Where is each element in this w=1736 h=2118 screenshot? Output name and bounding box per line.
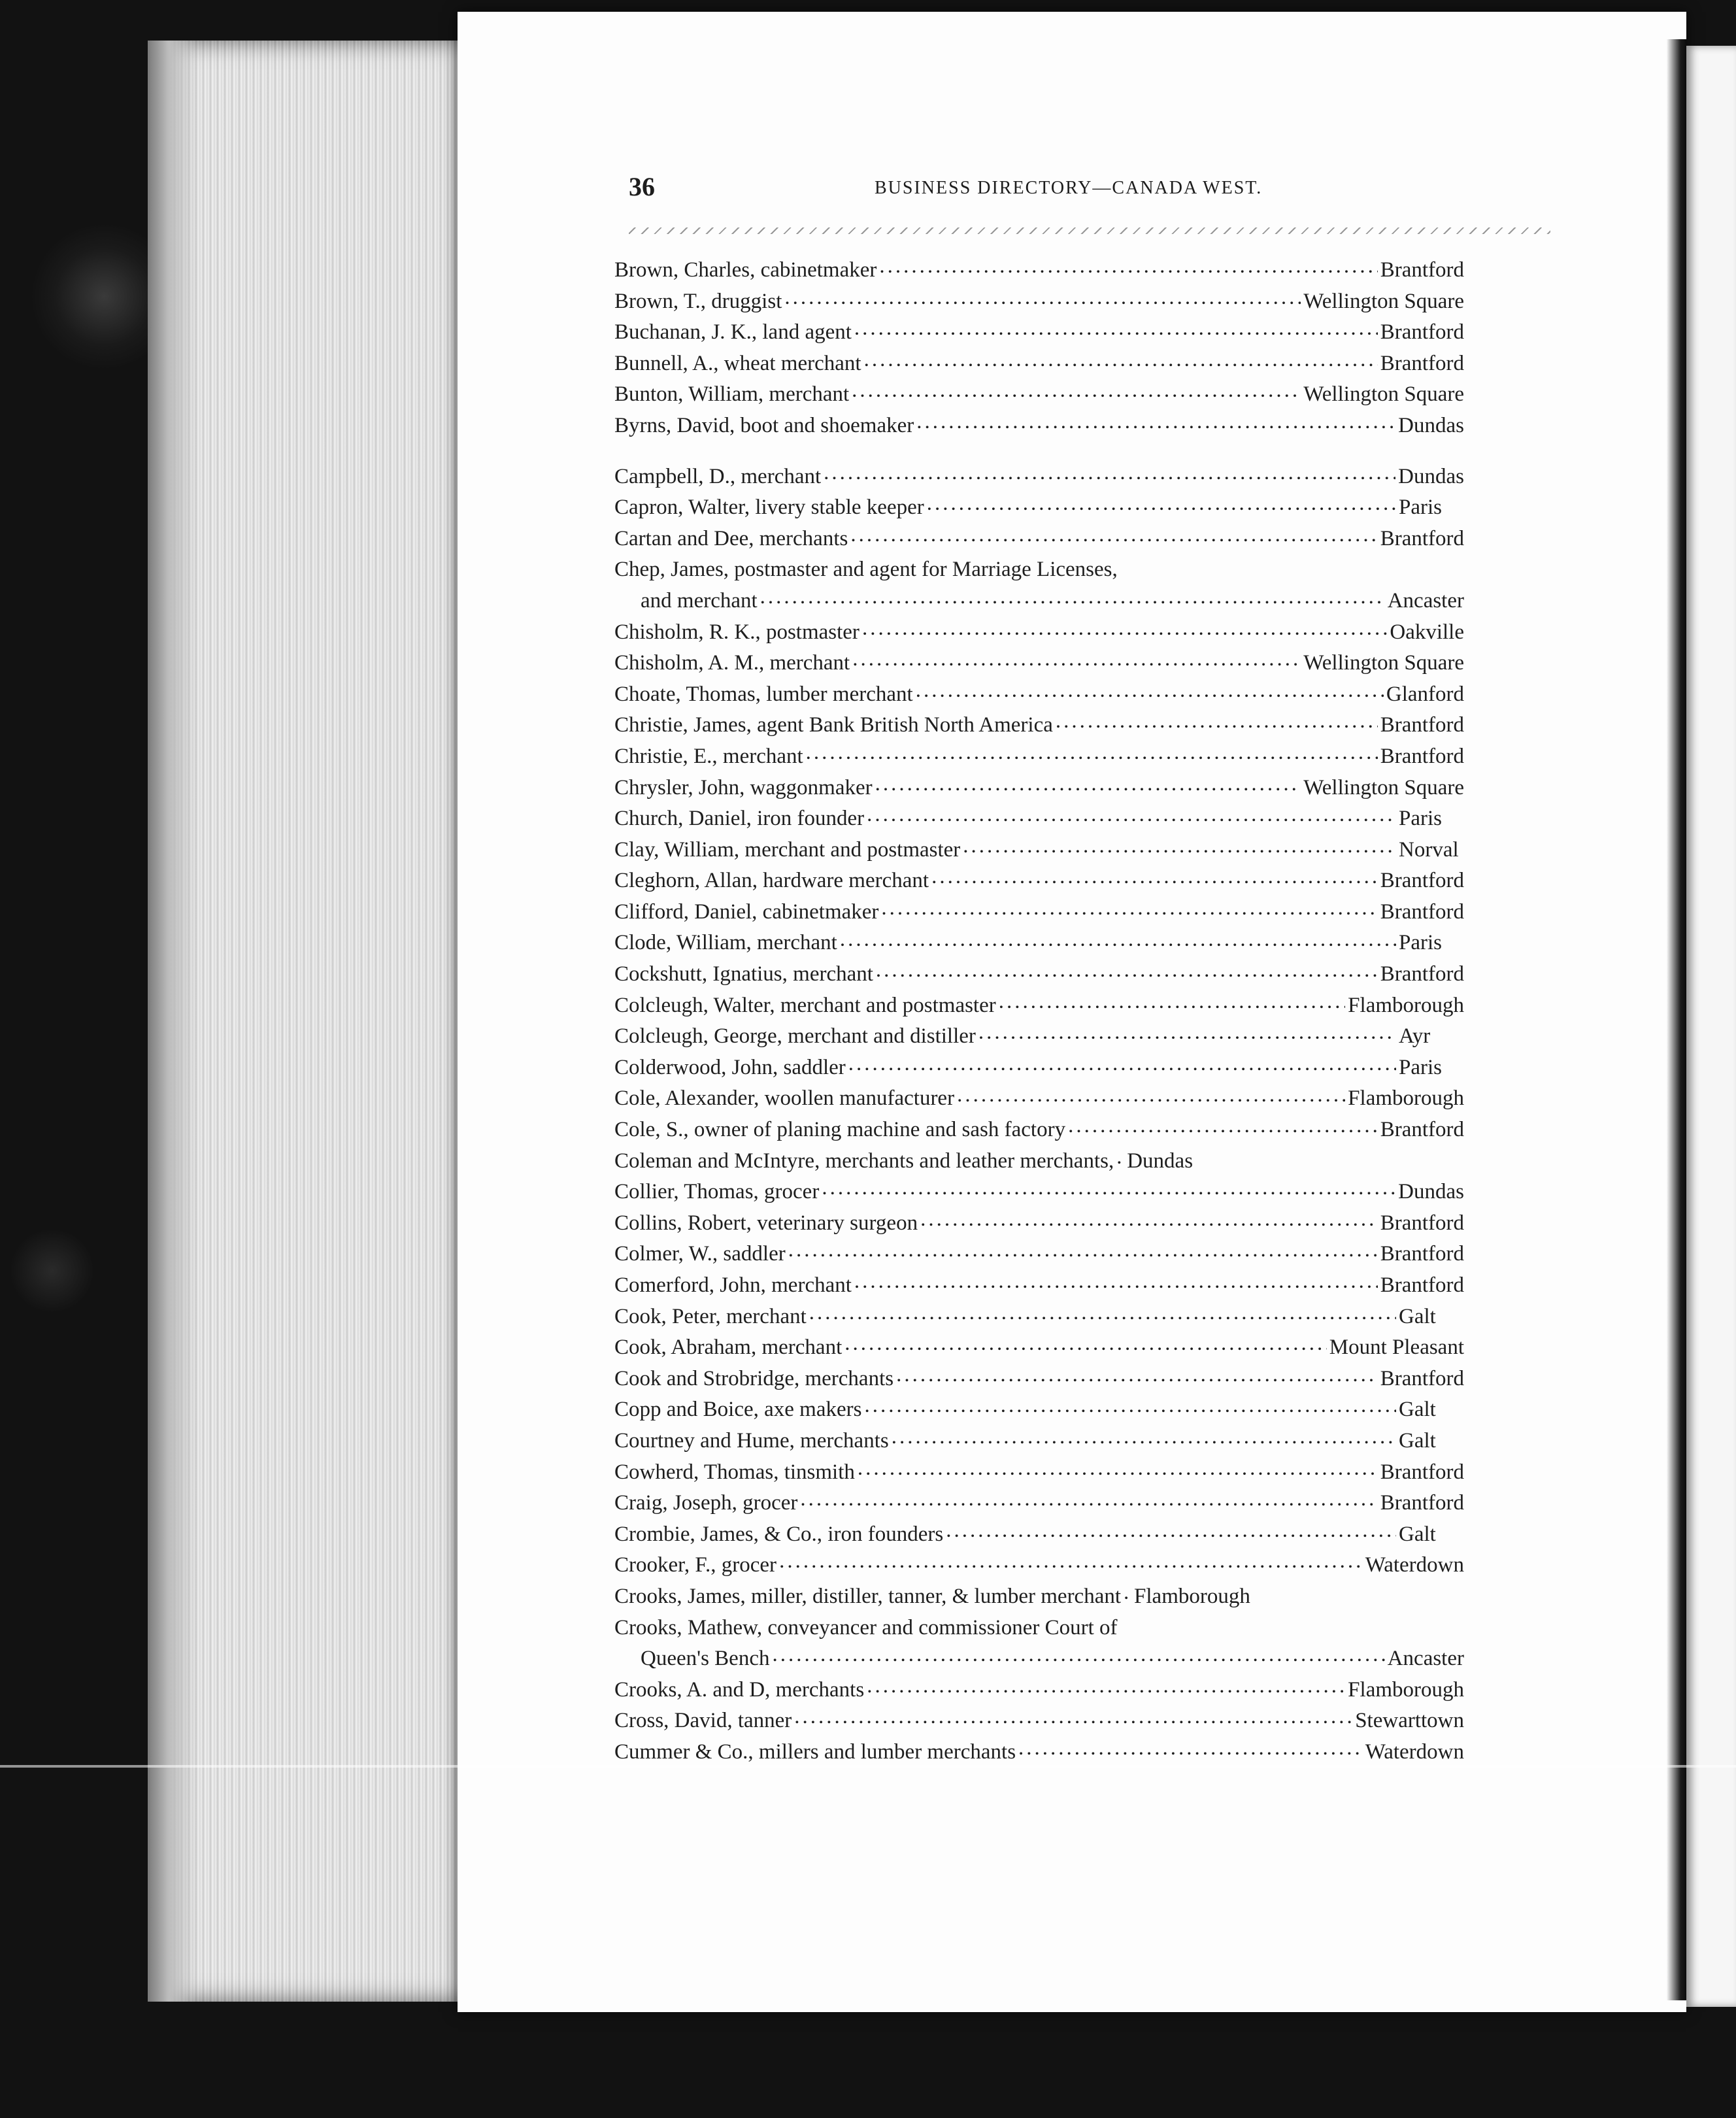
directory-entry <box>614 990 1464 1022</box>
entry-place: Paris <box>1399 496 1442 520</box>
dot-leader <box>1018 1737 1363 1758</box>
entry-name: Bunnell, A., wheat merchant <box>614 351 861 375</box>
dot-leader <box>916 679 1384 701</box>
page-number: 36 <box>629 172 655 201</box>
entry-place: Dundas <box>1398 464 1464 488</box>
directory-entry <box>614 286 1464 318</box>
dot-leader <box>1068 1115 1378 1136</box>
directory-entry <box>614 928 1464 959</box>
entry-name: Comerford, John, merchant <box>614 1273 852 1297</box>
running-head: BUSINESS DIRECTORY—CANADA WEST. <box>875 178 1263 198</box>
entry-place: Brantford <box>1380 1211 1464 1235</box>
entry-place: Waterdown <box>1365 1740 1464 1764</box>
entry-name: Colmer, W., saddler <box>614 1242 786 1266</box>
dot-leader <box>809 1302 1396 1323</box>
directory-entry <box>614 554 1464 586</box>
directory-entry <box>614 1581 1464 1613</box>
dot-leader <box>920 1208 1378 1230</box>
entry-place: Dundas <box>1127 1149 1194 1173</box>
dot-leader <box>881 897 1377 918</box>
directory-entry <box>614 897 1464 928</box>
entry-name: Colderwood, John, saddler <box>614 1055 846 1079</box>
dot-leader <box>772 1643 1384 1665</box>
entry-place: Stewarttown <box>1355 1709 1464 1733</box>
entry-place: Dundas <box>1398 413 1464 437</box>
entry-place: Flamborough <box>1134 1584 1250 1608</box>
book-page-edges <box>148 41 488 2002</box>
dot-leader <box>794 1706 1352 1727</box>
directory-entry <box>614 255 1464 286</box>
dot-leader <box>858 1457 1378 1479</box>
directory-entry <box>614 835 1464 866</box>
entry-place: Brantford <box>1380 899 1464 924</box>
entry-place: Wellington Square <box>1303 775 1464 799</box>
entry-name: Crooks, Mathew, conveyancer and commissioner Court of <box>614 1615 1118 1639</box>
entry-name-continuation: and merchant <box>641 588 758 613</box>
dot-leader <box>1116 1146 1124 1168</box>
directory-entry <box>614 803 1464 835</box>
directory-entry <box>614 317 1464 348</box>
directory-entry <box>614 348 1464 380</box>
dot-leader <box>1124 1581 1131 1603</box>
entry-name: Capron, Walter, livery stable keeper <box>614 496 924 520</box>
directory-entry <box>614 1208 1464 1239</box>
entry-name: Cole, Alexander, woollen manufacturer <box>614 1086 955 1111</box>
directory-entry <box>614 617 1464 648</box>
entry-place: Mount Pleasant <box>1329 1336 1464 1360</box>
entry-name: Choate, Thomas, lumber merchant <box>614 682 913 706</box>
directory-entry <box>614 1675 1464 1706</box>
entry-name: Brown, T., druggist <box>614 289 782 313</box>
dot-leader <box>800 1488 1377 1509</box>
dot-leader <box>978 1021 1396 1043</box>
entry-name: Cummer & Co., millers and lumber merchants <box>614 1740 1016 1764</box>
dot-leader <box>852 648 1301 669</box>
directory-entry <box>614 1083 1464 1115</box>
dot-leader <box>806 741 1378 763</box>
entry-place: Flamborough <box>1348 1677 1464 1702</box>
directory-entry <box>614 1364 1464 1395</box>
dot-leader <box>864 348 1378 370</box>
directory-entry <box>614 959 1464 990</box>
entry-name: Collier, Thomas, grocer <box>614 1180 820 1204</box>
dot-leader <box>927 492 1396 514</box>
entry-name: Crooks, A. and D, merchants <box>614 1677 865 1702</box>
directory-list <box>614 255 1529 1768</box>
entry-place: Paris <box>1399 807 1442 831</box>
entry-place: Paris <box>1399 1055 1442 1079</box>
dot-leader <box>844 1332 1327 1354</box>
directory-entry <box>614 1146 1464 1177</box>
entry-place: Glanford <box>1386 682 1464 706</box>
directory-entry <box>614 679 1464 711</box>
entry-place: Brantford <box>1380 713 1464 737</box>
entry-place: Waterdown <box>1365 1553 1464 1577</box>
entry-name: Crooker, F., grocer <box>614 1553 777 1577</box>
directory-entry <box>614 1457 1464 1488</box>
directory-entry <box>614 1706 1464 1737</box>
entry-name: Church, Daniel, iron founder <box>614 807 865 831</box>
dot-leader <box>892 1426 1396 1447</box>
entry-name: Cook, Peter, merchant <box>614 1304 807 1328</box>
page-header <box>629 171 1315 210</box>
dot-leader <box>867 1675 1345 1696</box>
entry-place: Brantford <box>1380 320 1464 345</box>
directory-entry <box>614 1239 1464 1270</box>
entry-name: Craig, Joseph, grocer <box>614 1491 798 1515</box>
directory-entry <box>614 773 1464 804</box>
dot-leader <box>862 617 1387 639</box>
entry-place: Brantford <box>1380 351 1464 375</box>
dot-leader <box>852 379 1301 401</box>
directory-entry <box>614 1488 1464 1519</box>
facing-page-edge <box>1686 46 1736 2007</box>
entry-place: Galt <box>1399 1522 1436 1546</box>
entry-name: Coleman and McIntyre, merchants and leather merchants, <box>614 1149 1114 1173</box>
entry-place: Brantford <box>1380 526 1464 550</box>
dot-leader <box>824 462 1395 483</box>
directory-entry <box>614 741 1464 773</box>
dot-leader <box>875 773 1301 794</box>
directory-entry <box>614 1332 1464 1364</box>
entry-name: Cook and Strobridge, merchants <box>614 1366 894 1390</box>
entry-name: Chrysler, John, waggonmaker <box>614 775 873 799</box>
entry-name: Brown, Charles, cabinetmaker <box>614 258 877 282</box>
entry-name: Bunton, William, merchant <box>614 382 850 407</box>
entry-name: Christie, James, agent Bank British North America <box>614 713 1053 737</box>
directory-entry <box>614 648 1464 679</box>
entry-place: Brantford <box>1380 1118 1464 1142</box>
directory-entry <box>614 1021 1464 1052</box>
entry-name: Copp and Boice, axe makers <box>614 1398 862 1422</box>
dot-leader <box>963 835 1396 856</box>
entry-place: Flamborough <box>1348 993 1464 1017</box>
directory-entry <box>614 1177 1464 1208</box>
directory-entry <box>614 1394 1464 1426</box>
entry-place: Wellington Square <box>1303 651 1464 675</box>
entry-place: Norval <box>1399 837 1459 862</box>
directory-entry <box>614 1270 1464 1302</box>
directory-entry <box>614 492 1464 524</box>
entry-name: Clode, William, merchant <box>614 931 837 955</box>
entry-place: Brantford <box>1380 962 1464 986</box>
entry-name: Cartan and Dee, merchants <box>614 526 848 550</box>
dot-leader <box>896 1364 1378 1385</box>
dot-leader <box>854 1270 1378 1292</box>
entry-name: Christie, E., merchant <box>614 744 803 768</box>
entry-name: Cleghorn, Allan, hardware merchant <box>614 869 929 893</box>
page-gutter-shadow <box>1667 39 1686 2000</box>
directory-entry <box>614 710 1464 741</box>
entry-place: Galt <box>1399 1304 1436 1328</box>
directory-entry <box>614 1052 1464 1084</box>
directory-entry <box>614 462 1464 493</box>
entry-name: Colcleugh, George, merchant and distiller <box>614 1024 976 1049</box>
directory-entry <box>614 1550 1464 1581</box>
entry-place: Brantford <box>1380 869 1464 893</box>
entry-name: Chep, James, postmaster and agent for Marriage Licenses, <box>614 558 1118 582</box>
entry-place: Brantford <box>1380 744 1464 768</box>
dot-leader <box>822 1177 1395 1198</box>
dot-leader <box>931 866 1378 887</box>
entry-name: Crombie, James, & Co., iron founders <box>614 1522 944 1546</box>
entry-name: Cockshutt, Ignatius, merchant <box>614 962 873 986</box>
entry-place: Brantford <box>1380 1460 1464 1484</box>
dot-leader <box>867 803 1396 825</box>
entry-name: Buchanan, J. K., land agent <box>614 320 852 345</box>
entry-place: Brantford <box>1380 258 1464 282</box>
entry-place: Brantford <box>1380 1491 1464 1515</box>
dot-leader <box>840 928 1396 949</box>
directory-entry <box>614 1302 1464 1333</box>
entry-name: Clay, William, merchant and postmaster <box>614 837 961 862</box>
entry-name: Cowherd, Thomas, tinsmith <box>614 1460 855 1484</box>
dot-leader <box>957 1083 1345 1105</box>
entry-place: Galt <box>1399 1398 1436 1422</box>
entry-name: Crooks, James, miller, distiller, tanner, & lumber merchant <box>614 1584 1122 1608</box>
entry-name: Cross, David, tanner <box>614 1709 792 1733</box>
entry-place: Dundas <box>1398 1180 1464 1204</box>
directory-entry <box>614 1737 1464 1768</box>
entry-name: Clifford, Daniel, cabinetmaker <box>614 899 879 924</box>
directory-entry <box>614 866 1464 897</box>
entry-name: Cook, Abraham, merchant <box>614 1336 843 1360</box>
entry-place: Brantford <box>1380 1366 1464 1390</box>
directory-entry <box>614 1613 1464 1644</box>
entry-name: Cole, S., owner of planing machine and sash factory <box>614 1118 1066 1142</box>
entry-name: Colcleugh, Walter, merchant and postmaster <box>614 993 996 1017</box>
entry-place: Ayr <box>1399 1024 1431 1049</box>
entry-place: Brantford <box>1380 1242 1464 1266</box>
dot-leader <box>999 990 1345 1012</box>
dot-leader <box>946 1519 1396 1541</box>
entry-place: Oakville <box>1390 620 1464 644</box>
directory-entry <box>614 1519 1464 1551</box>
dot-leader <box>876 959 1378 981</box>
dot-leader <box>848 1052 1396 1074</box>
entry-place: Ancaster <box>1387 588 1464 613</box>
dot-leader <box>879 255 1377 277</box>
dot-leader <box>760 586 1385 607</box>
header-rule <box>629 227 1550 234</box>
dot-leader <box>1056 710 1378 731</box>
entry-place: Ancaster <box>1387 1647 1464 1671</box>
section-gap <box>614 442 1529 462</box>
entry-name: Campbell, D., merchant <box>614 464 822 488</box>
directory-entry-continuation <box>614 1643 1464 1675</box>
entry-place: Wellington Square <box>1303 289 1464 313</box>
dot-leader <box>779 1550 1363 1572</box>
dot-leader <box>916 411 1395 432</box>
directory-entry <box>614 1426 1464 1457</box>
dot-leader <box>784 286 1301 308</box>
entry-name: Courtney and Hume, merchants <box>614 1428 889 1453</box>
directory-entry <box>614 379 1464 411</box>
dot-leader <box>850 524 1377 545</box>
directory-entry <box>614 1115 1464 1146</box>
entry-place: Galt <box>1399 1428 1436 1453</box>
directory-entry-continuation <box>614 586 1464 617</box>
entry-name: Chisholm, A. M., merchant <box>614 651 850 675</box>
dot-leader <box>854 317 1378 339</box>
entry-place: Wellington Square <box>1303 382 1464 407</box>
dot-leader <box>788 1239 1378 1260</box>
entry-place: Brantford <box>1380 1273 1464 1297</box>
entry-name: Chisholm, R. K., postmaster <box>614 620 860 644</box>
entry-name: Collins, Robert, veterinary surgeon <box>614 1211 918 1235</box>
directory-entry <box>614 524 1464 555</box>
entry-name-continuation: Queen's Bench <box>641 1647 770 1671</box>
entry-place: Paris <box>1399 931 1442 955</box>
dot-leader <box>864 1394 1396 1416</box>
directory-entry <box>614 411 1464 442</box>
entry-name: Byrns, David, boot and shoemaker <box>614 413 914 437</box>
entry-place: Flamborough <box>1348 1086 1464 1111</box>
